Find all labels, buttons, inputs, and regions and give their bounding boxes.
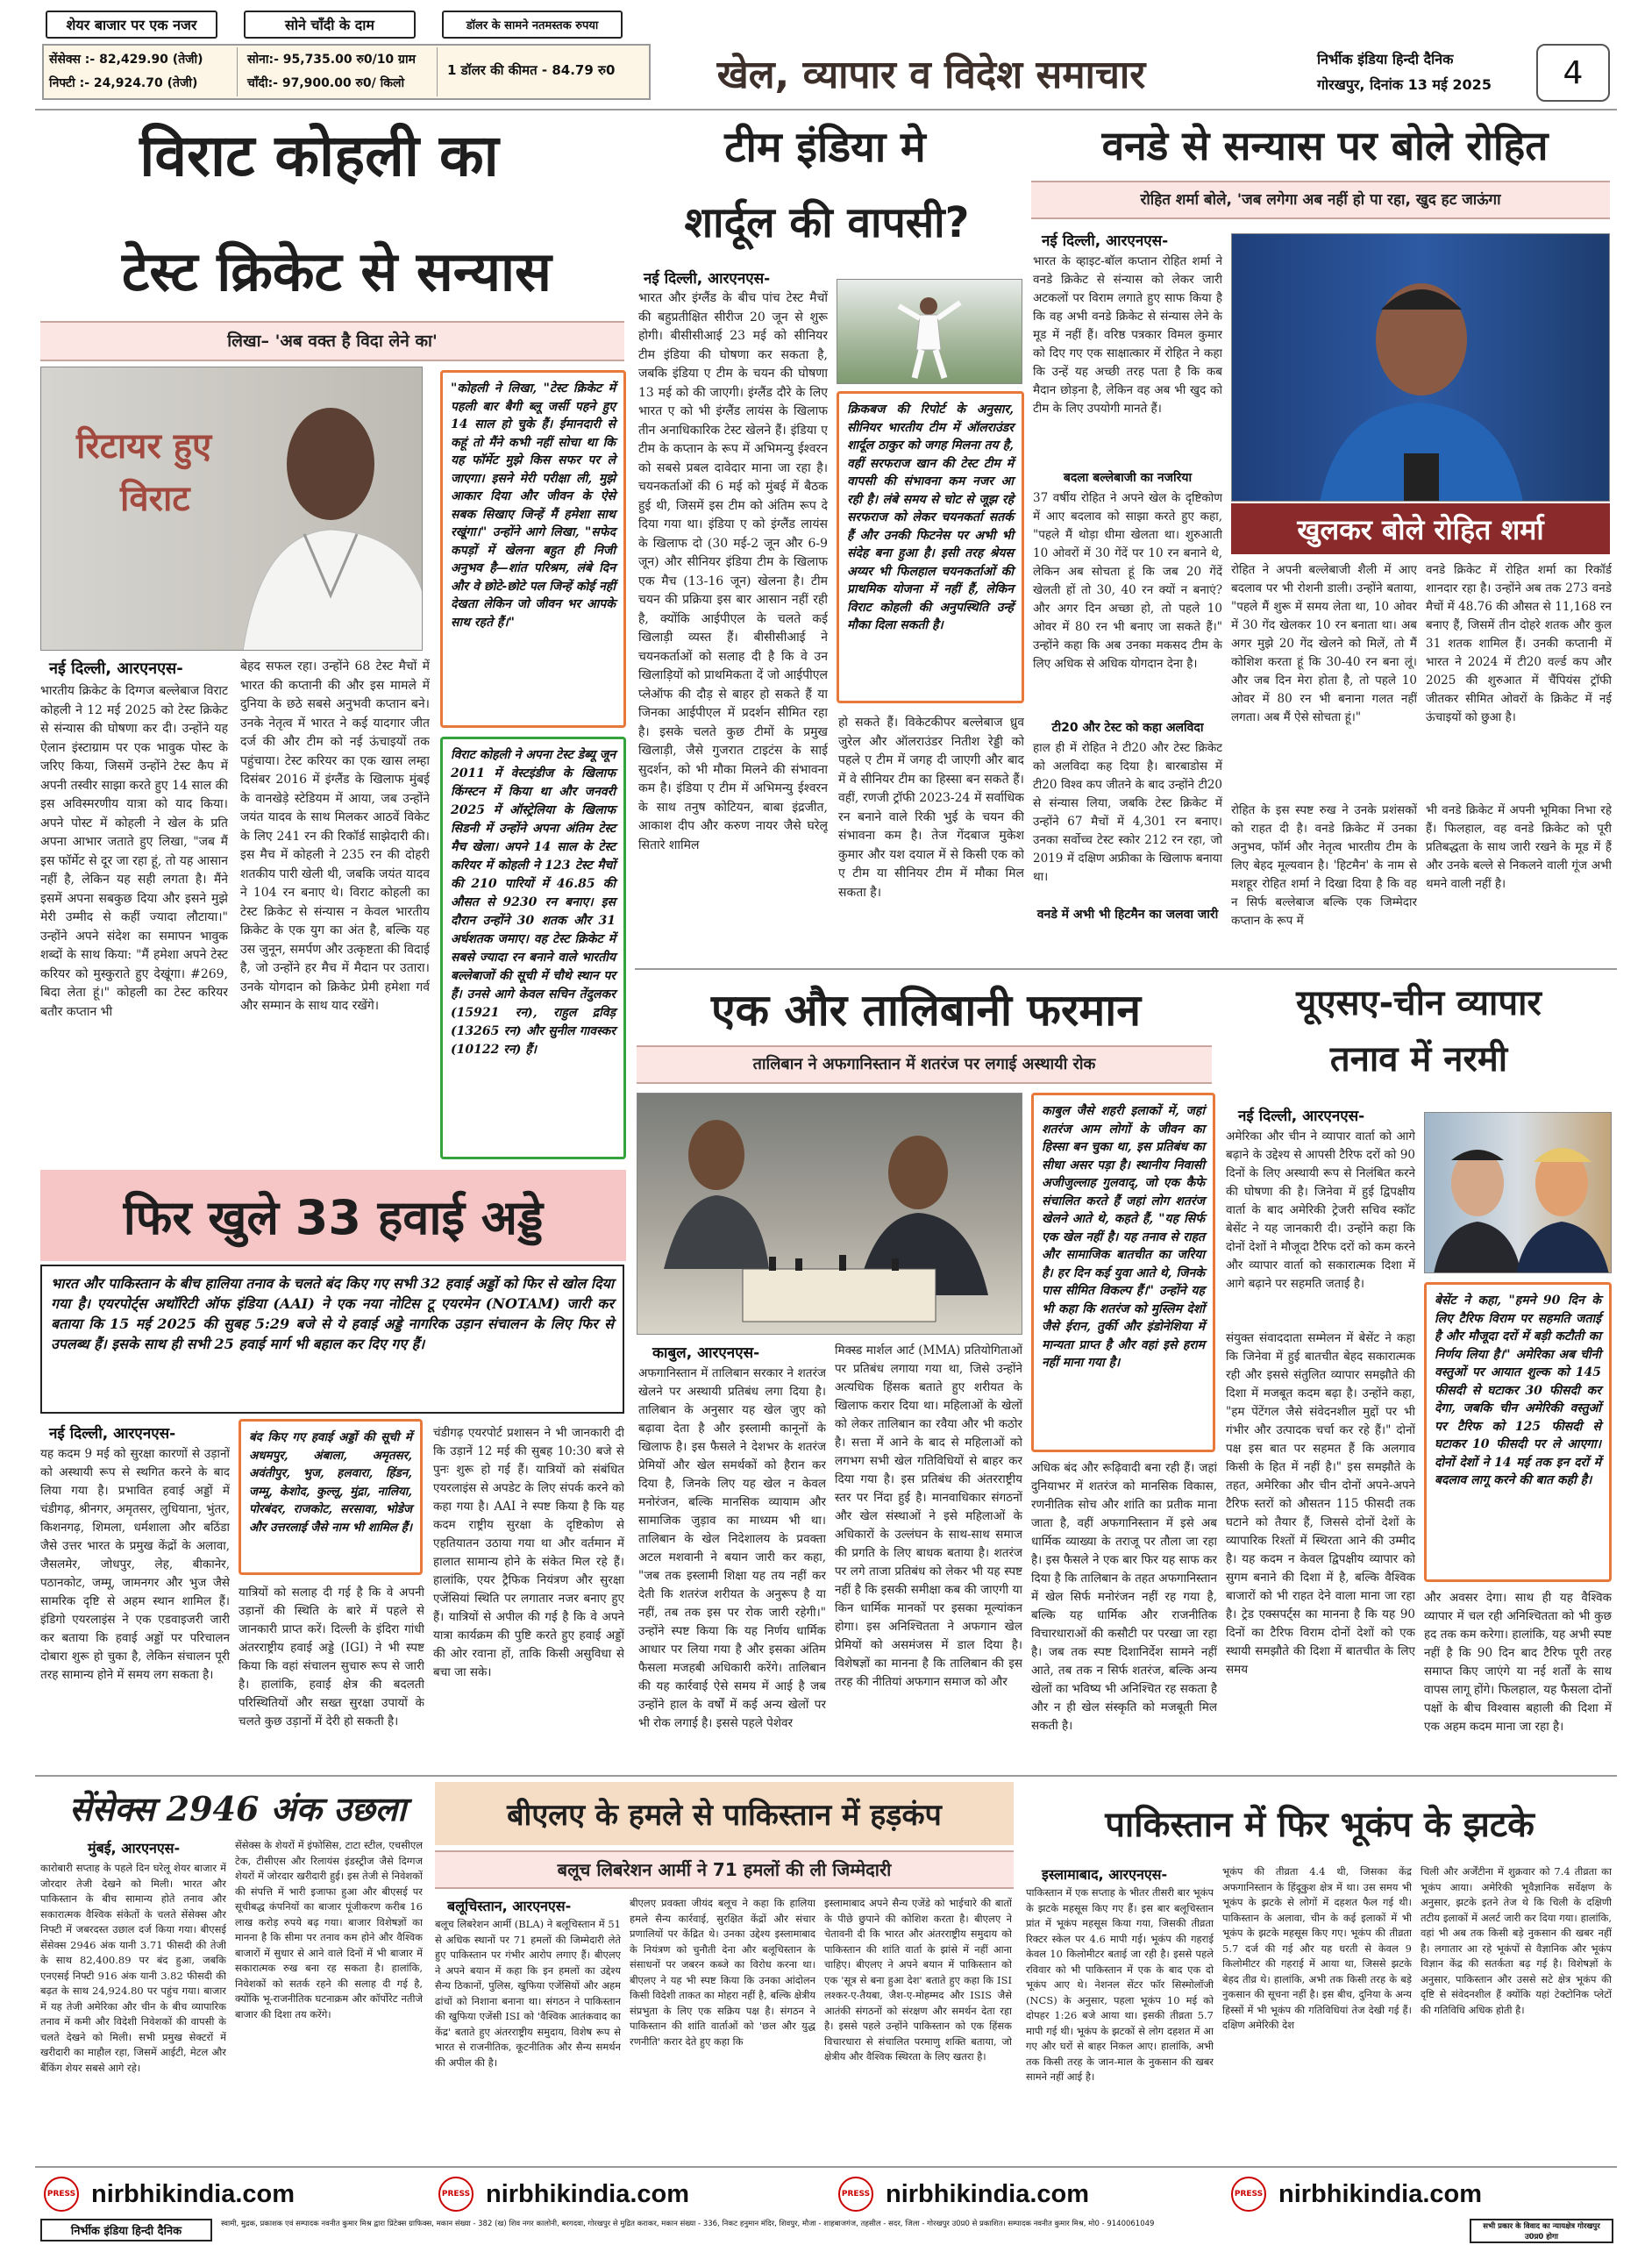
rohit-bottom-rule xyxy=(635,968,1617,970)
footer-url[interactable]: nirbhikindia.com xyxy=(886,2179,1090,2208)
leaders-icon xyxy=(1425,1113,1612,1273)
taliban-chess-photo xyxy=(637,1093,1022,1335)
rohit-kicker: रोहित शर्मा बोले, 'जब लगेगा अब नहीं हो पा रहा, खुद हट जाऊंगा xyxy=(1031,181,1610,219)
taliban-body-col3: अधिक बंद और रूढ़िवादी बना रही हैं। जहां दुनियाभर में शतरंज को मानसिक विकास, रणनीतिक सोच और शांति का प्रतीक माना जाता है, वहीं अफगानिस्तान में इसे अब धार्मिक व्याख्या के तराजू पर तौला जा रहा है। इस फैसले ने एक बार फिर यह साफ कर दिया है कि तालिबान के तहत अफगानिस्तान में खेल सिर्फ मनोरंजन नहीं रह गया है, बल्कि यह धार्मिक और राजनीतिक विचारधाराओं की कसौटी पर परखा जा रहा है। जब तक स्पष्ट दिशानिर्देश सामने नहीं आते, तब तक न सिर्फ शतरंज, बल्कि अन्य खेलों का भविष्य भी अनिश्चित रह सकता है और न ही खेल संस्कृति को मजबूती मिल सकती है। xyxy=(1031,1461,1217,1733)
airports-body-col1: यह कदम 9 मई को सुरक्षा कारणों से उड़ानों को अस्थायी रूप से स्थगित करने के बाद लिया गया है। प्रभावित हवाई अड्डों में चंडीगढ़, श्रीनगर, अमृतसर, लुधियाना, भुंतर, किशनगढ़, शिमला, धर्मशाला और बठिंडा जैसे उत्तर भारत के प्रमुख केंद्रों के अलावा, जैसलमेर, जोधपुर, लेह, बीकानेर, पठानकोट, जम्मू, जामनगर और भुज जैसे सामरिक दृष्टि से अहम स्थान शामिल हैं। इंडिगो एयरलाइंस ने एक एडवाइजरी जारी कर बताया कि हवाई अड्डों पर परिचालन दोबारा शुरू हो चुका है, लेकिन संचालन पूरी तरह सामान्य होने में समय लग सकता है। xyxy=(40,1447,230,1682)
bla-headline: बीएलए के हमले से पाकिस्तान में हड़कंप xyxy=(507,1798,942,1833)
gold-value: सोना:- 95,735.00 रु0/10 ग्राम xyxy=(247,53,416,67)
press-badge-icon: PRESS xyxy=(1231,2177,1266,2212)
virat-figure-icon xyxy=(41,367,423,651)
quake-dateline: इस्लामाबाद, आरएनएस- xyxy=(1042,1866,1168,1883)
airports-quote-box: बंद किए गए हवाई अड्डों की सूची में अधमपुर, अंबाला, अमृतसर, अवंतीपुर, भुज, हलवारा, हिंडन, जम्मू, केशोद, कुल्लू, मुंद्रा, नालिया, पोरबंदर, राजकोट, सरसावा, भोडेज और उत्तरलाई जैसे नाम भी शामिल हैं। xyxy=(239,1419,423,1575)
page-number: 4 xyxy=(1536,44,1610,102)
footer-url-block-3 xyxy=(838,2173,1207,2215)
footer-jurisdiction: सभी प्रकार के विवाद का न्यायक्षेत्र गोरखपुर उ0प्र0 होगा xyxy=(1470,2219,1613,2243)
usachina-body-closing: और अवसर देगा। साथ ही यह वैश्विक व्यापार में चल रही अनिश्चितता को भी कुछ हद तक कम करेगा। हालांकि, यह अभी स्पष्ट नहीं है कि 90 दिन बाद टैरिफ पूरी तरह समाप्त किए जाएंगे या नई शर्तों के साथ वापस लागू होंगे। फिलहाल, यह फैसला दोनों पक्षों के बीच विश्वास बहाली की दिशा में एक अहम कदम माना जा रहा है। xyxy=(1424,1591,1612,1734)
sensex-dateline: मुंबई, आरएनएस- xyxy=(88,1840,181,1857)
airports-headline: फिर खुले 33 हवाई अड्डे xyxy=(123,1190,544,1245)
rohit-body-style: रोहित ने अपनी बल्लेबाजी शैली में आए बदलाव पर भी रोशनी डाली। उन्होंने बताया, "पहले मैं शुरू में समय लेता था, 10 ओवर में 30 गेंद खेलकर 10 रन बनाता था। अब अगर मुझे 20 गेंद खेलने को मिलें, तो मैं कोशिश करता हूं कि 30-40 रन बना लूं। और जब दिन मेरा होता है, तो पहले 10 ओवर में 80 रन भी बनाना गलत नहीं लगता। अब मैं ऐसे सोचता हूं।" xyxy=(1231,563,1417,724)
sensex-body-col2: सेंसेक्स के शेयरों में इंफोसिस, टाटा स्टील, एचसीएल टेक, टीसीएस और रिलायंस इंडस्ट्रीज जैसे दिग्गज शेयरों में जोरदार खरीदारी हुई। इस तेजी से निवेशकों की संपत्ति में भारी इजाफा हुआ और बीएसई पर सूचीबद्ध कंपनियों का बाजार पूंजीकरण करीब 16 लाख करोड़ रुपये बढ़ गया। बाजार विशेषज्ञों का मानना है कि सीमा पर तनाव कम होने और वैश्विक बाजारों में सुधार से आने वाले दिनों में भी बाजार में सकारात्मक रुख बना रह सकता है। हालांकि, निवेशकों को सतर्क रहने की सलाह दी गई है, क्योंकि भू-राजनीतिक घटनाक्रम और कॉर्पोरेट नतीजे बाजार की दिशा तय करेंगे। xyxy=(235,1839,423,2020)
virat-kicker: लिखा– 'अब वक्त है विदा लेने का' xyxy=(40,321,624,361)
virat-dateline: नई दिल्ली, आरएनएस- xyxy=(49,659,183,678)
footer-paper-name: निर्भीक इंडिया हिन्दी दैनिक xyxy=(40,2219,212,2241)
rohit-dateline: नई दिल्ली, आरएनएस- xyxy=(1042,232,1169,250)
rohit-body-record: वनडे क्रिकेट में रोहित शर्मा का रिकॉर्ड शानदार रहा है। उन्होंने अब तक 273 वनडे मैचों में 48.76 की औसत से 11,168 रन बनाए हैं, जिसमें तीन दोहरे शतक और कुल 31 शतक शामिल हैं। उनकी कप्तानी में भारत ने 2024 में टी20 वर्ल्ड कप और 2025 की शुरुआत में चैंपियंस ट्रॉफी जीतकर सीमित ओवरों के क्रिकेट में नई ऊंचाइयों को छुआ है। xyxy=(1426,563,1612,724)
taliban-body-col1: अफगानिस्तान में तालिबान सरकार ने शतरंज खेलने पर अस्थायी प्रतिबंध लगा दिया है। तालिबान के अनुसार यह खेल जुए को बढ़ावा देता है और इस्लामी कानूनों के खिलाफ है। इस फैसले ने देशभर के शतरंज प्रेमियों और खेल समर्थकों को हैरान कर दिया है, जिनके लिए यह खेल न केवल मनोरंजन, बल्कि मानसिक व्यायाम और सामाजिक जुड़ाव का माध्यम भी था। तालिबान के खेल निदेशालय के प्रवक्ता अटल मशवानी ने बयान जारी कर कहा, "जब तक इस्लामी शिक्षा यह तय नहीं कर देती कि शतरंज शरीयत के अनुरूप है या नहीं, तब तक इस पर रोक जारी रहेगी।" उन्होंने स्पष्ट किया कि यह निर्णय धार्मिक आधार पर लिया गया है और इसका अंतिम फैसला मजहबी अधिकारी करेंगे। तालिबान की यह कार्रवाई ऐसे समय में आई है जब उन्होंने हाल के वर्षों में कई अन्य खेलों पर भी रोक लगाई है। इससे पहले पेशेवर xyxy=(638,1366,826,1730)
shardul-body-col2: हो सकते हैं। विकेटकीपर बल्लेबाज ध्रुव जुरेल और ऑलराउंडर नितीश रेड्डी को पहले ए टीम में जगह दी जाएगी और बाद में वे सीनियर टीम का हिस्सा बन सकते हैं। वहीं, रणजी ट्रॉफी 2023-24 में सर्वाधिक रन बनाने वाले रिकी भुई के चयन की संभावना कम है। तेज गेंदबाज मुकेश कुमार और यश दयाल में से किसी एक को ए टीम या सीनियर टीम में मौका मिल सकता है। xyxy=(838,716,1024,900)
chess-players-icon xyxy=(637,1094,1022,1335)
rohit-subhead-batting: बदला बल्लेबाजी का नजरिया xyxy=(1063,471,1193,485)
mid-bottom-rule xyxy=(35,1775,1617,1777)
rohit-subhead-t20: टी20 और टेस्ट को कहा अलविदा xyxy=(1051,721,1204,735)
usachina-headline-line1: यूएसए-चीन व्यापार xyxy=(1296,983,1542,1023)
footer-url[interactable]: nirbhikindia.com xyxy=(1278,2179,1483,2208)
bla-kicker: बलूच लिबरेशन आर्मी ने 71 हमलों की ली जिम्मेदारी xyxy=(435,1850,1014,1889)
header-divider xyxy=(35,109,1617,110)
footer-url-block-2 xyxy=(438,2173,807,2215)
shardul-headline-line2: शार्दूल की वापसी? xyxy=(684,198,970,247)
quake-body-col1: पाकिस्तान में एक सप्ताह के भीतर तीसरी बार भूकंप के झटके महसूस किए गए हैं। इस बार बलूचिस्तान प्रांत में भूकंप महसूस किया गया, जिसकी तीव्रता रिक्टर स्केल पर 4.6 मापी गई। भूकंप की गहराई केवल 10 किलोमीटर बताई जा रही है। इससे पहले रविवार को भी पाकिस्तान में एक के बाद एक दो भूकंप आए थे। नेशनल सेंटर फॉर सिस्मोलॉजी (NCS) के अनुसार, पहला भूकंप 10 मई को दोपहर 1:26 बजे आया था। इसकी तीव्रता 5.7 मापी गई थी। भूकंप के झटकों से लोग दहशत में आ गए और घरों से बाहर निकल आए। हालांकि, अभी तक किसी तरह के जान-माल के नुकसान की खबर सामने नहीं आई है। xyxy=(1026,1886,1214,2083)
sensex-headline: सेंसेक्स 2946 अंक उछला xyxy=(68,1789,407,1828)
sensex-body-col1: कारोबारी सप्ताह के पहले दिन घरेलू शेयर बाजार में जोरदार तेजी देखने को मिली। भारत और पाकिस्तान के बीच सामान्य होते तनाव और सकारात्मक वैश्विक संकेतों के चलते सेंसेक्स और निफ्टी में जबरदस्त उछाल दर्ज किया गया। बीएसई सेंसेक्स 2946 अंक यानी 3.71 फीसदी की तेजी के साथ 82,400.89 पर बंद हुआ, जबकि एनएसई निफ्टी 916 अंक यानी 3.82 फीसदी की बढ़त के साथ 24,924.80 पर पहुंच गया। बाजार में यह तेजी अमेरिका और चीन के बीच व्यापारिक तनाव में कमी और विदेशी निवेशकों की वापसी के चलते देखने को मिली। सभी प्रमुख सेक्टरों में खरीदारी का माहौल रहा, जिसमें आईटी, मेटल और बैंकिंग शेयर सबसे आगे रहे। xyxy=(40,1862,226,2074)
quake-headline: पाकिस्तान में फिर भूकंप के झटके xyxy=(1105,1804,1535,1845)
sensex-value: सेंसेक्स :- 82,429.90 (तेजी) xyxy=(49,53,203,67)
paper-name: निर्भीक इंडिया हिन्दी दैनिक xyxy=(1317,51,1454,68)
shardul-photo xyxy=(837,279,1022,384)
footer-url[interactable]: nirbhikindia.com xyxy=(486,2179,690,2208)
rohit-body-intro: भारत के व्हाइट-बॉल कप्तान रोहित शर्मा ने वनडे क्रिकेट से संन्यास को लेकर जारी अटकलों पर विराम लगाते हुए साफ किया है कि वह अभी वनडे क्रिकेट से संन्यास लेने के मूड में नहीं हैं। वरिष्ठ पत्रकार विमल कुमार को दिए गए एक साक्षात्कार में रोहित ने कहा कि उन्हें यह अच्छी तरह पता है कि कब मैदान छोड़ना है, लेकिन वह अब भी खुद को टीम के लिए उपयोगी मानते हैं। xyxy=(1033,254,1222,416)
date-line: गोरखपुर, दिनांक 13 मई 2025 xyxy=(1317,76,1492,93)
airports-lead-box: भारत और पाकिस्तान के बीच हालिया तनाव के चलते बंद किए गए सभी 32 हवाई अड्डों को फिर से खोल दिया गया है। एयरपोर्ट्स अथॉरिटी ऑफ इंडिया (AAI) ने एक नया नोटिस टू एयरमेन (NOTAM) जारी कर बताया कि 15 मई 2025 की सुबह 5:29 बजे से ये हवाई अड्डे नागरिक उड़ान संचालन के लिए फिर से उपलब्ध हैं। इसके साथ ही सभी 25 हवाई मार्ग भी बहाल कर दिए गए हैं। xyxy=(40,1265,624,1414)
usachina-body-intro: अमेरिका और चीन ने व्यापार वार्ता को आगे बढ़ाने के उद्देश्य से आपसी टैरिफ दरों को 90 दिनों के लिए अस्थायी रूप से निलंबित करने की घोषणा की है। जिनेवा में हुई द्विपक्षीय वार्ता के बाद अमेरिकी ट्रेजरी सचिव स्कॉट बेसेंट ने यह जानकारी दी। उन्होंने कहा कि दोनों देशों ने मौजूदा टैरिफ दरों को कम करने और व्यापार वार्ता को सकारात्मक दिशा में आगे बढ़ाने पर सहमति जताई है। xyxy=(1226,1130,1415,1291)
usachina-dateline: नई दिल्ली, आरएनएस- xyxy=(1238,1108,1365,1125)
rohit-body-batting: 37 वर्षीय रोहित ने अपने खेल के दृष्टिकोण में आए बदलाव को साझा करते हुए कहा, "पहले मैं थोड़ा धीमा खेलता था। शुरुआती 10 ओवरों में 30 गेंदें पर 10 रन बनाने थे, लेकिन अब सोचता हूं कि जब 20 गेंदें खेलती हों तो 30, 40 रन क्यों न बनाएं? और अगर दिन अच्छा हो, तो पहले 10 ओवर में 80 रन भी बनाए जा सकते हैं।" उन्होंने कहा कि अब उनका मकसद टीम के लिए अधिक से अधिक योगदान देना है। xyxy=(1033,491,1222,671)
shardul-bowler-icon xyxy=(837,280,1022,384)
rohit-figure-icon xyxy=(1232,234,1610,502)
market-tag-sensex: शेयर बाजार पर एक नजर xyxy=(46,11,217,39)
footer-rule xyxy=(35,2166,1617,2168)
taliban-kicker: तालिबान ने अफगानिस्तान में शतरंज पर लगाई अस्थायी रोक xyxy=(637,1045,1212,1084)
bla-body-col3: इस्लामाबाद अपने सैन्य एजेंडे को भाईचारे की बातों के पीछे छुपाने की कोशिश करता है। बीएलए ने चेतावनी दी कि भारत और अंतरराष्ट्रीय समुदाय को पाकिस्तान की शांति वार्ता के झांसे में नहीं आना चाहिए। बीएलए ने अपने बयान में पाकिस्तान को एक 'सूत्र से बना हुआ देश' बताते हुए कहा कि ISI लश्कर-ए-तैयबा, जैश-ए-मोहम्मद और ISIS जैसे आतंकी संगठनों को संरक्षण और समर्थन देता रहा है। इससे पहले उन्होंने पाकिस्तान को एक हिंसक विचारधारा से संचालित परमाणु शक्ति बताया, जो क्षेत्रीय और वैश्विक स्थिरता के लिए खतरा है। xyxy=(824,1897,1012,2063)
rohit-body-outlook: रोहित के इस स्पष्ट रुख ने उनके प्रशंसकों को राहत दी है। वनडे क्रिकेट में उनका अनुभव, फॉर्म और नेतृत्व भारतीय टीम के लिए बेहद मूल्यवान है। 'हिटमैन' के नाम से मशहूर रोहित शर्मा ने दिखा दिया है कि वह न सिर्फ बल्लेबाज बल्कि एक जिम्मेदार कप्तान के रूप में xyxy=(1231,803,1417,928)
bla-body-col1: बलूच लिबरेशन आर्मी (BLA) ने बलूचिस्तान में 51 से अधिक स्थानों पर 71 हमलों की जिम्मेदारी लेते हुए पाकिस्तान पर गंभीर आरोप लगाए हैं। बीएलए ने अपने बयान में कहा कि इन हमलों का उद्देश्य सैन्य ठिकानों, पुलिस, खुफिया एजेंसियों और अहम ढांचों को निशाना बनाना था। संगठन ने पाकिस्तान की खुफिया एजेंसी ISI को 'वैश्विक आतंकवाद का केंद्र' बताते हुए अंतरराष्ट्रीय समुदाय, विशेष रूप से भारत से राजनीतिक, कूटनीतिक और सैन्य समर्थन की अपील की है। xyxy=(435,1918,621,2069)
press-badge-icon: PRESS xyxy=(838,2177,873,2212)
virat-headline-line2: टेस्ट क्रिकेट से सन्यास xyxy=(122,239,552,303)
shardul-body-col1: भारत और इंग्लैंड के बीच पांच टेस्ट मैचों की बहुप्रतीक्षित सीरीज 20 जून से शुरू होगी। बीसीसीआई 23 मई को सीनियर टीम इंडिया की घोषणा कर सकता है, जबकि इंडिया ए टीम के चयन की घोषणा 13 मई को की जाएगी। इंग्लैंड दौरे के लिए भारत ए को भी इंग्लैंड लायंस के खिलाफ तीन अनाधिकारिक टेस्ट खेलने हैं। इंडिया ए टीम के कप्तान के रूप में अभिमन्यु ईश्वरन को सबसे प्रबल दावेदार माना जा रहा है। चयनकर्ताओं की 6 मई को मुंबई में बैठक हुई थी, जिसमें इस टीम को अंतिम रूप दे दिया गया था। इंडिया ए को इंग्लैंड लायंस के खिलाफ दो (30 मई-2 जून और 6-9 जून) और सीनियर इंडिया टीम के खिलाफ एक मैच (13-16 जून) खेलना है। टीम चयन की प्रक्रिया इस बार आसान नहीं रही है, क्योंकि आईपीएल के चलते कई खिलाड़ी व्यस्त हैं। बीसीसीआई ने चयनकर्ताओं को सलाह दी है कि वे उन खिलाड़ियों को प्राथमिकता दें जो आईपीएल प्लेऑफ की दौड़ से बाहर हो सकते हैं या जिनका आईपीएल में प्रदर्शन सीमित रहा है। इसके चलते कुछ टीमों के प्रमुख खिलाड़ी, जैसे गुजरात टाइटंस के साई सुदर्शन, को भी मौका मिलने की संभावना कम है। इंडिया ए टीम में अभिमन्यु ईश्वरन के साथ तनुष कोटियन, बाबा इंद्रजीत, आकाश दीप और करुण नायर जैसे घरेलू सितारे शामिल xyxy=(638,291,828,852)
airports-dateline: नई दिल्ली, आरएनएस- xyxy=(49,1425,176,1443)
section-title: खेल, व्यापार व विदेश समाचार xyxy=(716,53,1146,97)
shardul-quote-box: क्रिकबज की रिपोर्ट के अनुसार, सीनियर भारतीय टीम में ऑलराउंडर शार्दूल ठाकुर को जगह मिलना तय है, वहीं सरफराज खान की टेस्ट टीम में वापसी की संभावना कम नजर आ रही है। लंबे समय से चोट से जूझ रहे सरफराज को लेकर चयनकर्ता सतर्क हैं और उनकी फिटनेस पर अभी भी संदेह बना हुआ है। इसी तरह श्रेयस अय्यर भी फिलहाल चयनकर्ताओं की प्राथमिक योजना में नहीं हैं, लेकिन विराट कोहली की अनुपस्थिति उन्हें मौका दिला सकती है। xyxy=(837,391,1024,703)
virat-stats-box: विराट कोहली ने अपना टेस्ट डेब्यू जून 2011 में वेस्टइंडीज के खिलाफ किंग्स्टन में किया था और जनवरी 2025 में ऑस्ट्रेलिया के खिलाफ सिडनी में उन्होंने अपना अंतिम टेस्ट मैच खेला। अपने 14 साल के टेस्ट करियर में कोहली ने 123 टेस्ट मैचों की 210 पारियों में 46.85 की औसत से 9230 रन बनाए। इस दौरान उन्होंने 30 शतक और 31 अर्धशतक जमाए। वह टेस्ट क्रिकेट में सबसे ज्यादा रन बनाने वाले भारतीय बल्लेबाजों की सूची में चौथे स्थान पर हैं। उनसे आगे केवल सचिन तेंदुलकर (15921 रन), राहुल द्रविड़ (13265 रन) और सुनील गावस्कर (10122 रन) हैं। xyxy=(440,737,626,1159)
rohit-photo xyxy=(1231,233,1610,502)
shardul-dateline: नई दिल्ली, आरएनएस- xyxy=(644,270,771,288)
footer-imprint: स्वामी, मुद्रक, प्रकाशक एवं सम्पादक नवनीत कुमार मिश्र द्वारा प्रिंटेक्स ग्राफिक्स, मकान संख्या - 382 (ख) शिव नगर कालोनी, बरगदवा, गोरखपुर से मुद्रित कराकर, मकान संख्या - 336, निकट हनुमान मंदिर, शिवपुर, मौजा - शाहबाजगंज, तहसील - सदर, जिला - गोरखपुर उ0प्र0 से प्रकाशित। सम्पादक नवनीत कुमार मिश्र, मो0 - 9140061049 xyxy=(221,2220,1155,2228)
usachina-quote-box: बेसेंट ने कहा, "हमने 90 दिन के लिए टैरिफ विराम पर सहमति जताई है और मौजूदा दरों में बड़ी कटौती का निर्णय लिया है।" अमेरिका अब चीनी वस्तुओं पर आयात शुल्क को 145 फीसदी से घटाकर 30 फीसदी कर देगा, जबकि चीन अमेरिकी वस्तुओं पर टैरिफ को 125 फीसदी से घटाकर 10 फीसदी पर ले आएगा। दोनों देशों ने 14 मई तक इन दरों में बदलाव लागू करने की बात कही है। xyxy=(1424,1282,1612,1582)
dollar-value: 1 डॉलर की कीमत - 84.79 रु0 xyxy=(447,62,616,78)
quake-body-col3: चिली और अर्जेंटीना में शुक्रवार को 7.4 तीव्रता का भूकंप आया। अमेरिकी भूवैज्ञानिक सर्वेक्षण के अनुसार, झटके इतने तेज थे कि चिली के दक्षिणी तटीय इलाकों में अलर्ट जारी कर दिया गया। हालांकि, वहां भी अब तक किसी बड़े नुकसान की खबर नहीं है। लगातार आ रहे भूकंपों से वैज्ञानिक और भूकंप विज्ञान केंद्र की सतर्कता बढ़ गई है। विशेषज्ञों के अनुसार, पाकिस्तान और उससे सटे क्षेत्र भूकंप की दृष्टि से संवेदनशील हैं क्योंकि यहां टेक्टोनिक प्लेटों की गतिविधि अधिक होती है। xyxy=(1421,1865,1612,2016)
market-divider xyxy=(437,47,438,96)
taliban-body-col2: मिक्स्ड मार्शल आर्ट (MMA) प्रतियोगिताओं पर प्रतिबंध लगाया गया था, जिसे उन्होंने अत्यधिक हिंसक बताते हुए शरीयत के खिलाफ करार दिया था। महिलाओं के खेलों को लेकर तालिबान का रवैया और भी कठोर है। सत्ता में आने के बाद से महिलाओं को लगभग सभी खेल गतिविधियों से बाहर कर दिया गया है। इस प्रतिबंध की अंतरराष्ट्रीय स्तर पर निंदा हुई है। मानवाधिकार संगठनों और खेल संस्थाओं ने इसे महिलाओं के अधिकारों के उल्लंघन के साथ-साथ समाज की प्रगति के लिए बाधक बताया है। शतरंज पर लगे ताजा प्रतिबंध को लेकर भी यह स्पष्ट नहीं है कि इसकी समीक्षा कब की जाएगी या किन धार्मिक मानकों पर इसका मूल्यांकन होगा। इस अनिश्चितता ने अफगान खेल प्रेमियों को असमंजस में डाल दिया है। विशेषज्ञों का मानना है कि तालिबान की इस तरह की नीतियां अफगान समाज को और xyxy=(835,1343,1022,1689)
virat-body-col1: भारतीय क्रिकेट के दिग्गज बल्लेबाज विराट कोहली ने 12 मई 2025 को टेस्ट क्रिकेट से संन्यास की घोषणा कर दी। उन्होंने यह ऐलान इंस्टाग्राम पर एक भावुक पोस्ट के जरिए किया, जिसमें उन्होंने टेस्ट कैप में अपनी तस्वीर साझा करते हुए 14 साल की इस अविस्मरणीय यात्रा को याद किया। अपने पोस्ट में कोहली ने खेल के प्रति अपना आभार जताते हुए लिखा, "जब मैं इस फॉर्मेट से दूर जा रहा हूं, तो यह आसान नहीं है, लेकिन यह सही लगता है। मैंने इसमें अपना सबकुछ दिया और इसने मुझे मेरी उम्मीद से कहीं ज्यादा लौटाया।" उन्होंने अपने संदेश का समापन भावुक शब्दों के साथ किया: "मैं हमेशा अपने टेस्ट करियर को मुस्कुराते हुए देखूंगा। #269, बिदा लेता हूं।" कोहली का टेस्ट करियर बतौर कप्तान भी xyxy=(40,684,228,1019)
rohit-photo-caption: खुलकर बोले रोहित शर्मा xyxy=(1231,503,1610,554)
rohit-subhead-odi: वनडे में अभी भी हिटमैन का जलवा जारी xyxy=(1036,908,1219,922)
usachina-headline-line2: तनाव में नरमी xyxy=(1329,1039,1508,1080)
press-badge-icon: PRESS xyxy=(44,2177,79,2212)
rohit-body-t20: हाल ही में रोहित ने टी20 और टेस्ट क्रिकेट को अलविदा कह दिया है। बारबाडोस में टी20 विश्व कप जीतने के बाद उन्होंने टी20 से संन्यास लिया, जबकि टेस्ट क्रिकेट में उन्होंने 67 मैचों में 4,301 रन बनाए। उनका सर्वोच्च टेस्ट स्कोर 212 रन रहा, जो 2019 में दक्षिण अफ्रीका के खिलाफ बनाया था। xyxy=(1033,741,1222,884)
virat-photo-caption-line1: रिटायर हुए xyxy=(76,426,212,467)
silver-value: चाँदी:- 97,900.00 रु0/ किलो xyxy=(247,76,405,90)
taliban-quote-box: काबुल जैसे शहरी इलाकों में, जहां शतरंज आम लोगों के जीवन का हिस्सा बन चुका था, इस प्रतिबंध का सीधा असर पड़ा है। स्थानीय निवासी अजीजुल्लाह गुलवाद्, जो एक कैफे संचालित करते हैं जहां लोग शतरंज खेलने आते थे, कहते हैं, "यह सिर्फ एक खेल नहीं है। यह तनाव से राहत और सामाजिक बातचीत का जरिया है। हर दिन कई युवा आते थे, जिनके पास सीमित विकल्प हैं।" उन्होंने यह भी कहा कि शतरंज को मुस्लिम देशों जैसे ईरान, तुर्की और इंडोनेशिया में मान्यता प्राप्त है और वहां इसे हराम नहीं माना गया है। xyxy=(1031,1093,1215,1452)
taliban-dateline: काबुल, आरएनएस- xyxy=(652,1344,760,1362)
usachina-body-main: संयुक्त संवाददाता सम्मेलन में बेसेंट ने कहा कि जिनेवा में हुई बातचीत बेहद सकारात्मक रही और इससे संतुलित व्यापार समझौते की दिशा में मजबूत कदम बढ़ा है। उन्होंने कहा, "हम पेंटेंगल जैसे संवेदनशील मुद्दों पर भी गंभीर और उत्पादक चर्चा कर रहे हैं।" दोनों पक्ष इस बात पर सहमत हैं कि अलगाव किसी के हित में नहीं है।" इस समझौते के तहत, अमेरिका और चीन दोनों अपने-अपने टैरिफ स्तरों को औसतन 115 फीसदी तक घटाने को तैयार हैं, जिससे दोनों देशों के व्यापारिक रिश्तों में स्थिरता आने की उम्मीद है। यह कदम न केवल द्विपक्षीय व्यापार को सुगम बनाने की दिशा में है, बल्कि वैश्विक बाजारों को भी राहत देने वाला माना जा रहा है। ट्रेड एक्सपर्ट्स का मानना है कि यह 90 दिनों का टैरिफ विराम दोनों देशों को एक स्थायी समझौते की दिशा में बातचीत के लिए समय xyxy=(1226,1331,1415,1677)
virat-photo-caption-line2: विराट xyxy=(120,479,190,519)
rohit-body-closing: भी वनडे क्रिकेट में अपनी भूमिका निभा रहे हैं। फिलहाल, वह वनडे क्रिकेट को पूरी प्रतिबद्धता के साथ जारी रखने के मूड में हैं और उनके बल्ले से निकलने वाली गूंज अभी थमने वाली नहीं है। xyxy=(1426,803,1612,891)
footer-url[interactable]: nirbhikindia.com xyxy=(91,2179,296,2208)
nifty-value: निफ्टी :- 24,924.70 (तेजी) xyxy=(49,76,198,90)
press-badge-icon: PRESS xyxy=(438,2177,474,2212)
market-tag-dollar: डॉलर के सामने नतमस्तक रुपया xyxy=(442,11,623,39)
rohit-headline: वनडे से सन्यास पर बोले रोहित xyxy=(1101,122,1549,169)
taliban-headline: एक और तालिबानी फरमान xyxy=(711,985,1141,1036)
virat-photo xyxy=(40,367,423,651)
footer-url-block-1 xyxy=(44,2173,412,2215)
airports-body-col2: यात्रियों को सलाह दी गई है कि वे अपनी उड़ानों की स्थिति के बारे में पहले से जानकारी प्राप्त करें। दिल्ली के इंदिरा गांधी अंतरराष्ट्रीय हवाई अड्डे (IGI) ने भी स्पष्ट किया कि वहां संचालन सुचारु रूप से जारी है। हालांकि, हवाई क्षेत्र की बदलती परिस्थितियों और सख्त सुरक्षा उपायों के चलते कुछ उड़ानों में देरी हो सकती है। xyxy=(239,1586,424,1728)
market-divider xyxy=(237,47,238,96)
footer-url-block-4 xyxy=(1231,2173,1608,2215)
shardul-headline-line1: टीम इंडिया मे xyxy=(724,123,926,172)
market-tag-gold: सोने चाँदी के दाम xyxy=(244,11,416,39)
usachina-leaders-photo xyxy=(1424,1112,1612,1273)
bla-dateline: बलूचिस्तान, आरएनएस- xyxy=(447,1898,572,1914)
virat-headline-line1: विराट कोहली का xyxy=(139,122,499,189)
airports-body-col3: चंडीगढ़ एयरपोर्ट प्रशासन ने भी जानकारी दी कि उड़ानें 12 मई की सुबह 10:30 बजे से पुनः शुरू हो गई हैं। यात्रियों को संबंधित एयरलाइंस से अपडेट के लिए संपर्क करने को कहा गया है। AAI ने स्पष्ट किया है कि यह कदम राष्ट्रीय सुरक्षा के दृष्टिकोण से एहतियातन उठाया गया था और वर्तमान में हालात सामान्य होने के संकेत मिल रहे हैं। हालांकि, एयर ट्रैफिक नियंत्रण और सुरक्षा एजेंसियां स्थिति पर लगातार नजर बनाए हुए हैं। यात्रियों से अपील की गई है कि वे अपने यात्रा कार्यक्रम की पुष्टि करते हुए हवाई अड्डों की ओर रवाना हों, ताकि किसी असुविधा से बचा जा सके। xyxy=(433,1426,624,1679)
quake-body-col2: भूकंप की तीव्रता 4.4 थी, जिसका केंद्र अफगानिस्तान के हिंदूकुश क्षेत्र में था। उस समय भी भूकंप के झटके से लोगों में दहशत फैल गई थी। पाकिस्तान के अलावा, चीन के कई इलाकों में भी भूकंप के झटके महसूस किए गए। भूकंप की तीव्रता 5.7 दर्ज की गई और यह धरती से केवल 9 किलोमीटर की गहराई में आया था, जिससे झटके बेहद तीव्र थे। हालांकि, अभी तक किसी तरह के बड़े नुकसान की सूचना नहीं है। इस बीच, दुनिया के अन्य हिस्सों में भी भूकंप की गतिविधियां तेज देखी गई हैं। दक्षिण अमेरिकी देश xyxy=(1222,1865,1412,2031)
virat-body-col2: बेहद सफल रहा। उन्होंने 68 टेस्ट मैचों में भारत की कप्तानी की और इस मामले में दुनिया के छठे सबसे अनुभवी कप्तान बने। उनके नेतृत्व में भारत ने कई यादगार जीत दर्ज की और टीम को नई ऊंचाइयों तक पहुंचाया। टेस्ट करियर का एक खास लम्हा दिसंबर 2016 में इंग्लैंड के खिलाफ मुंबई के वानखेड़े स्टेडियम में आया, जब उन्होंने जयंत यादव के साथ मिलकर आठवें विकेट के लिए 241 रन की रिकॉर्ड साझेदारी की। इस मैच में कोहली ने 235 रन की दोहरी शतकीय पारी खेली थी, जबकि जयंत यादव ने 104 रन बनाए थे। विराट कोहली का टेस्ट क्रिकेट से संन्यास न केवल भारतीय क्रिकेट के एक युग का अंत है, बल्कि यह उस जुनून, समर्पण और उत्कृष्टता की विदाई है, जो उन्होंने हर मैच में मैदान पर उतारा। उनके योगदान को क्रिकेट प्रेमी हमेशा गर्व और सम्मान के साथ याद रखेंगे। xyxy=(240,659,430,1013)
bla-body-col2: बीएलए प्रवक्ता जीयंद बलूच ने कहा कि हालिया हमले सैन्य कार्रवाई, सुरक्षित केंद्रों और संचार प्रणालियों पर केंद्रित थे। उनका उद्देश्य इस्लामाबाद के नियंत्रण को चुनौती देना और बलूचिस्तान के संसाधनों पर जबरन कब्जे का विरोध करना था। बीएलए ने यह भी स्पष्ट किया कि उनका आंदोलन किसी विदेशी ताकत का मोहरा नहीं है, बल्कि क्षेत्रीय संप्रभुता के लिए एक सक्रिय पक्ष है। संगठन ने पाकिस्तान की शांति वार्ताओं को 'छल और युद्ध रणनीति' करार देते हुए कहा कि xyxy=(630,1897,815,2048)
virat-quote-box: "कोहली ने लिखा, "टेस्ट क्रिकेट में पहली बार बैगी ब्लू जर्सी पहने हुए 14 साल हो चुके हैं। ईमानदारी से कहूं तो मैंने कभी नहीं सोचा था कि यह फॉर्मेट मुझे किस सफर पर ले जाएगा। इसने मेरी परीक्षा ली, मुझे आकार दिया और जीवन के ऐसे सबक सिखाए जिन्हें मैं हमेशा साथ रखूंगा।" उन्होंने आगे लिखा, "सफेद कपड़ों में खेलना बहुत ही निजी अनुभव है—शांत परिश्रम, लंबे दिन और वे छोटे-छोटे पल जिन्हें कोई नहीं देखता लेकिन जो जीवन भर आपके साथ रहते हैं।" xyxy=(440,370,626,728)
